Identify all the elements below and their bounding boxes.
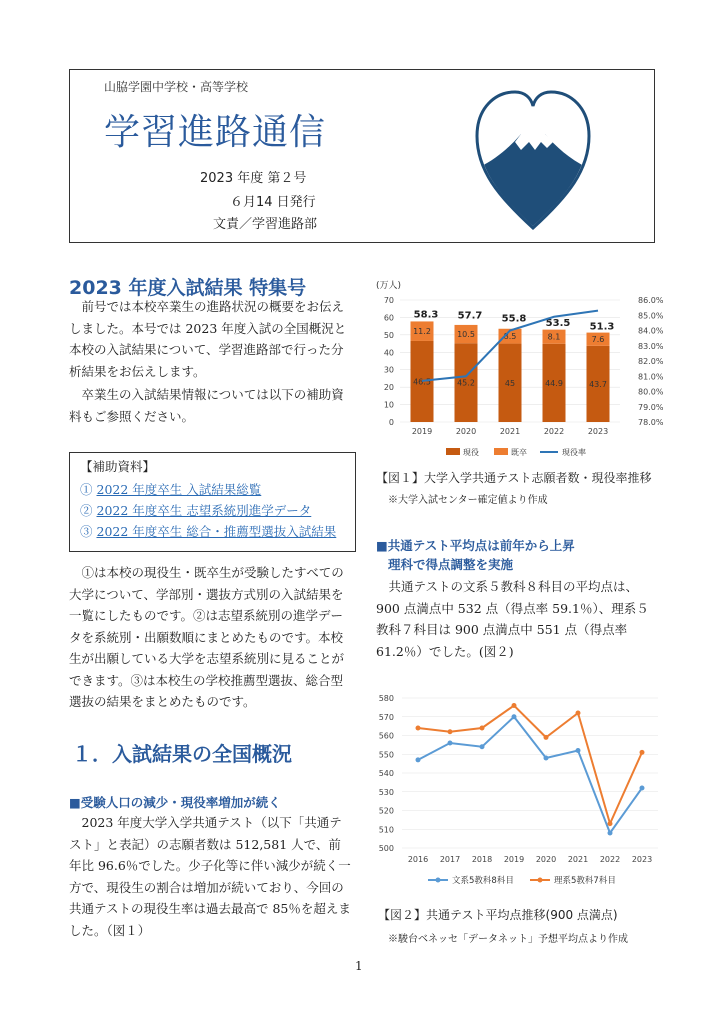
data-point bbox=[640, 750, 645, 755]
data-point bbox=[512, 703, 517, 708]
data-point bbox=[480, 726, 485, 731]
y2-tick-label: 85.0% bbox=[638, 311, 664, 321]
heart-mountain-logo bbox=[473, 78, 593, 238]
y2-tick-label: 79.0% bbox=[638, 402, 664, 412]
y2-tick-label: 83.0% bbox=[638, 341, 664, 351]
y-tick-label: 560 bbox=[378, 731, 394, 741]
x-tick-label: 2020 bbox=[455, 427, 477, 436]
bar-current-label: 45.2 bbox=[457, 378, 475, 388]
x-tick-label: 2023 bbox=[631, 855, 653, 864]
issue-number: 2023 年度 第２号 bbox=[200, 171, 307, 186]
x-tick-label: 2020 bbox=[535, 855, 557, 864]
legend-label-ri: 理系5教科7科目 bbox=[554, 876, 616, 886]
y-tick-label: 550 bbox=[378, 750, 394, 760]
average-score-paragraph: 共通テストの文系５教科８科目の平均点は、900 点満点中 532 点（得点率 59.1％）、理系５教科７科目は 900 点満点中 551 点（得点率 61.2％）でした。(図２) bbox=[376, 579, 649, 659]
x-tick-label: 2022 bbox=[543, 427, 565, 436]
bar-total-label: 58.3 bbox=[413, 309, 439, 321]
y-tick-label: 30 bbox=[383, 365, 394, 375]
y-tick-label: 580 bbox=[378, 694, 394, 703]
data-point bbox=[448, 729, 453, 734]
y-tick-label: 70 bbox=[383, 296, 394, 305]
bar-current-label: 46.5 bbox=[413, 377, 431, 387]
x-tick-label: 2021 bbox=[499, 427, 521, 436]
y-tick-label: 60 bbox=[383, 313, 394, 323]
supplementary-link-1[interactable]: ① 2022 年度卒生 入試結果総覧 bbox=[80, 482, 262, 497]
figure1-caption: 【図１】大学入学共通テスト志願者数・現役率推移 bbox=[376, 471, 652, 485]
bar-total-label: 57.7 bbox=[457, 310, 483, 322]
x-tick-label: 2016 bbox=[407, 855, 429, 864]
bar-total-label: 53.5 bbox=[545, 317, 571, 329]
reference-paragraph: 卒業生の入試結果情報については以下の補助資料もご参照ください。 bbox=[69, 387, 344, 424]
data-point bbox=[512, 714, 517, 719]
data-point bbox=[448, 741, 453, 746]
y2-tick-label: 80.0% bbox=[638, 387, 664, 397]
bar-ronin-label: 8.5 bbox=[503, 332, 517, 342]
y-tick-label: 570 bbox=[378, 712, 394, 722]
supplementary-link-2[interactable]: ② 2022 年度卒生 志望系統別進学データ bbox=[80, 503, 312, 518]
section-heading: １．入試結果の全国概況 bbox=[72, 742, 292, 766]
bar-current-label: 44.9 bbox=[545, 378, 563, 388]
bar-ronin-label: 7.6 bbox=[591, 335, 605, 345]
supplementary-link-3[interactable]: ③ 2022 年度卒生 総合・推薦型選抜入試結果 bbox=[80, 524, 337, 539]
intro-paragraph: 前号では本校卒業生の進路状況の概要をお伝えしました。本号では 2023 年度入試の全国概況と本校の入試結果について、学習進路部で行った分析結果をお伝えします。 bbox=[69, 299, 347, 379]
data-point bbox=[416, 726, 421, 731]
bar-total-label: 55.8 bbox=[501, 313, 527, 325]
bar-ronin-label: 11.2 bbox=[413, 327, 431, 337]
subheading-applicants: ■受験人口の減少・現役率増加が続く bbox=[69, 795, 281, 810]
y2-tick-label: 86.0% bbox=[638, 296, 664, 305]
data-point bbox=[416, 757, 421, 762]
bar-ronin-label: 8.1 bbox=[547, 332, 561, 342]
y-tick-label: 500 bbox=[378, 844, 394, 853]
newsletter-title: 学習進路通信 bbox=[104, 112, 327, 153]
y-tick-label: 530 bbox=[378, 787, 394, 797]
legend-swatch-ronin bbox=[494, 448, 508, 455]
legend-label-ronin: 既卒 bbox=[511, 448, 527, 457]
masthead-box bbox=[69, 69, 655, 243]
legend-swatch-current bbox=[446, 448, 460, 455]
data-point bbox=[576, 711, 581, 716]
data-point bbox=[640, 786, 645, 791]
figure1-note: ※大学入試センター確定値より作成 bbox=[388, 495, 548, 506]
y-tick-label: 10 bbox=[383, 400, 394, 410]
x-tick-label: 2019 bbox=[411, 427, 433, 436]
subheading-average-score: ■共通テスト平均点は前年から上昇 bbox=[376, 538, 575, 553]
unit-label: (万人) bbox=[376, 281, 402, 291]
y-tick-label: 510 bbox=[378, 825, 394, 835]
data-point bbox=[544, 756, 549, 761]
applicants-paragraph: 2023 年度大学入学共通テスト（以下「共通テスト」と表記）の志願者数は 512,581 人で、前年比 96.6％でした。少子化等に伴い減少が続く一方で、現役生の割合は増加が続いており、今回の共通テストの現役生率は過去最高で 85％を超えました。（図１） bbox=[69, 815, 351, 938]
data-point bbox=[608, 821, 613, 826]
data-point bbox=[544, 735, 549, 740]
bar-current-label: 43.7 bbox=[589, 379, 607, 389]
data-point bbox=[576, 748, 581, 753]
y2-tick-label: 81.0% bbox=[638, 372, 664, 382]
x-tick-label: 2019 bbox=[503, 855, 525, 864]
editor-credit: 文責／学習進路部 bbox=[213, 217, 318, 232]
supplementary-heading: 【補助資料】 bbox=[80, 459, 156, 474]
y-tick-label: 540 bbox=[378, 769, 394, 778]
x-tick-label: 2022 bbox=[599, 855, 621, 864]
series-ri-line bbox=[418, 706, 642, 824]
supplementary-description: ①は本校の現役生・既卒生が受験したすべての大学について、学部別・選抜方式別の入試結果を一覧にしたものです。②は志望系統別の進学データを系統別・出願数順にまとめたものです。本校生が出願している大学を志望系統別に見ることができます。③は本校生の学校推薦型選抜、総合型選抜の結果をまとめたものです。 bbox=[69, 565, 345, 709]
x-tick-label: 2021 bbox=[567, 855, 589, 864]
legend-label-bun: 文系5教科8科目 bbox=[452, 876, 514, 886]
legend-label-rate: 現役率 bbox=[562, 448, 586, 457]
figure2-note: ※駿台ベネッセ「データネット」予想平均点より作成 bbox=[388, 934, 628, 945]
y-tick-label: 40 bbox=[383, 348, 394, 358]
x-tick-label: 2023 bbox=[587, 427, 609, 436]
data-point bbox=[608, 831, 613, 836]
bar-total-label: 51.3 bbox=[589, 321, 615, 333]
figure2-caption: 【図２】共通テスト平均点推移(900 点満点) bbox=[378, 908, 618, 922]
supplementary-materials-box bbox=[69, 452, 356, 552]
applicants-chart bbox=[370, 276, 664, 466]
school-name: 山脇学園中学校・高等学校 bbox=[104, 80, 249, 94]
y2-tick-label: 84.0% bbox=[638, 326, 664, 336]
y-tick-label: 20 bbox=[383, 383, 394, 393]
issue-date: ６月14 日発行 bbox=[230, 195, 316, 210]
page-number: 1 bbox=[355, 959, 363, 973]
y-tick-label: 0 bbox=[388, 418, 394, 427]
special-issue-heading: 2023 年度入試結果 特集号 bbox=[69, 277, 307, 299]
average-score-chart bbox=[370, 688, 660, 898]
bar-ronin-label: 10.5 bbox=[457, 330, 475, 340]
x-tick-label: 2017 bbox=[439, 855, 461, 864]
y2-tick-label: 78.0% bbox=[638, 418, 664, 427]
subheading-score-adjustment: 理科で得点調整を実施 bbox=[388, 557, 514, 572]
y-tick-label: 50 bbox=[383, 330, 394, 340]
x-tick-label: 2018 bbox=[471, 855, 493, 864]
legend-marker-ri bbox=[538, 878, 543, 883]
y2-tick-label: 82.0% bbox=[638, 357, 664, 366]
bar-current-label: 45 bbox=[504, 378, 516, 388]
legend-label-current: 現役 bbox=[463, 448, 479, 457]
legend-marker-bun bbox=[436, 878, 441, 883]
data-point bbox=[480, 744, 485, 749]
y-tick-label: 520 bbox=[378, 806, 394, 816]
